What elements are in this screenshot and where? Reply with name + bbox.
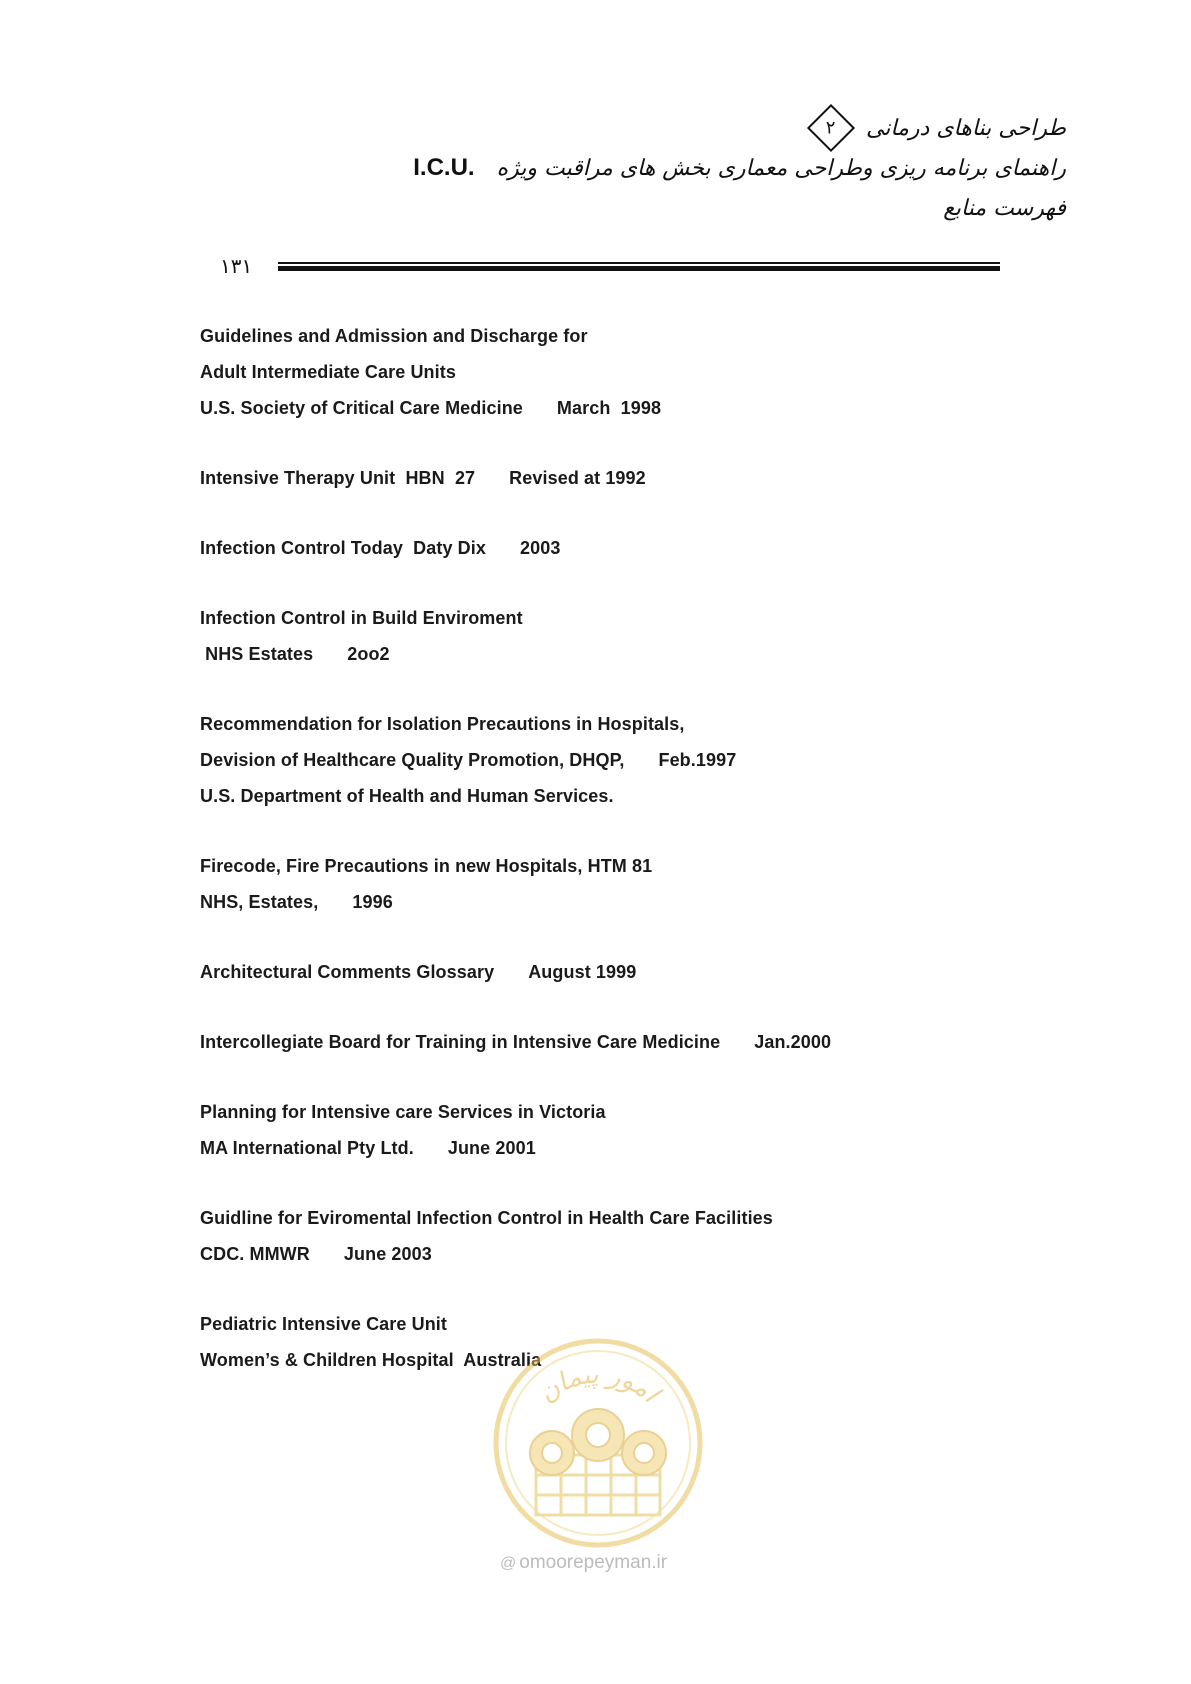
reference-line [200, 1130, 960, 1166]
reference-line [200, 530, 960, 566]
reference-text: Infection Control in Build Enviroment [200, 608, 523, 628]
reference-date: Revised at 1992 [509, 468, 646, 488]
reference-text: U.S. Department of Health and Human Services. [200, 786, 614, 806]
reference-line [200, 636, 960, 672]
reference-text: Infection Control Today Daty Dix [200, 538, 486, 558]
header-rule [278, 262, 1000, 272]
reference-text: NHS Estates [200, 644, 314, 664]
reference-entry [200, 706, 960, 814]
reference-date: Feb.1997 [658, 750, 737, 770]
reference-text: Planning for Intensive care Services in Victoria [200, 1102, 606, 1122]
volume-diamond-icon [807, 104, 855, 152]
reference-text: Architectural Comments Glossary [200, 962, 495, 982]
reference-text: Recommendation for Isolation Precautions in Hospitals, [200, 714, 685, 734]
series-title-text: طراحی بناهای درمانی [865, 115, 1066, 141]
reference-entry [200, 530, 960, 566]
header-section-title [306, 188, 1066, 228]
page-number: ۱۳۱ [220, 254, 253, 278]
book-title-text: راهنمای برنامه ریزی وطراحی معماری بخش های مراقبت ویژه [496, 155, 1066, 181]
reference-line [200, 390, 960, 426]
reference-entry [200, 848, 960, 920]
reference-date: 2oo2 [347, 644, 390, 664]
watermark-caption [500, 1552, 667, 1574]
reference-text: CDC. MMWR [200, 1244, 310, 1264]
watermark-caption-text: omoorepeyman.ir [519, 1552, 668, 1573]
reference-line [200, 778, 960, 814]
reference-entry [200, 1094, 960, 1166]
document-header [306, 108, 1066, 228]
reference-text: MA International Pty Ltd. [200, 1138, 414, 1158]
reference-line [200, 600, 960, 636]
reference-text: Guidelines and Admission and Discharge for [200, 326, 588, 346]
reference-line [200, 884, 960, 920]
volume-number: ۲ [826, 117, 836, 139]
reference-line [200, 742, 960, 778]
reference-line [200, 848, 960, 884]
reference-entry [200, 1024, 960, 1060]
reference-entry [200, 318, 960, 426]
reference-text: Adult Intermediate Care Units [200, 362, 456, 382]
reference-line [200, 1200, 960, 1236]
reference-text: Intercollegiate Board for Training in Intensive Care Medicine [200, 1032, 721, 1052]
watermark-seal-icon [490, 1335, 706, 1551]
reference-line [200, 354, 960, 390]
reference-line [200, 318, 960, 354]
reference-text: Devision of Healthcare Quality Promotion, DHQP, [200, 750, 625, 770]
reference-date: August 1999 [528, 962, 637, 982]
header-series-title [306, 108, 1066, 148]
reference-line [200, 954, 960, 990]
seal-text: امور پیمان [532, 1359, 665, 1409]
reference-text: Intensive Therapy Unit HBN 27 [200, 468, 476, 488]
reference-date: 2003 [519, 538, 561, 558]
reference-text: Firecode, Fire Precautions in new Hospitals, HTM 81 [200, 856, 653, 876]
reference-line [200, 1094, 960, 1130]
reference-text: Pediatric Intensive Care Unit [200, 1314, 447, 1334]
reference-date: June 2003 [343, 1244, 432, 1264]
reference-line [200, 706, 960, 742]
reference-line [200, 1236, 960, 1272]
reference-date: Jan.2000 [754, 1032, 832, 1052]
header-rule-thin [278, 262, 1000, 264]
section-title-text: فهرست منابع [943, 195, 1066, 221]
reference-entry [200, 600, 960, 672]
reference-entry [200, 1200, 960, 1272]
reference-date: June 2001 [447, 1138, 536, 1158]
reference-date: March 1998 [556, 398, 662, 418]
reference-entry [200, 460, 960, 496]
reference-line [200, 1024, 960, 1060]
header-book-title [306, 148, 1066, 188]
icu-badge: I.C.U. [413, 154, 475, 181]
reference-text: NHS, Estates, [200, 892, 319, 912]
reference-entry [200, 954, 960, 990]
reference-text: Guidline for Eviromental Infection Control in Health Care Facilities [200, 1208, 773, 1228]
references-list [200, 318, 960, 1412]
at-sign-icon: @ [500, 1555, 517, 1572]
reference-line [200, 460, 960, 496]
header-rule-thick [278, 266, 1000, 271]
reference-date: 1996 [352, 892, 393, 912]
reference-text: Women’s & Children Hospital Australia [200, 1350, 542, 1370]
reference-text: U.S. Society of Critical Care Medicine [200, 398, 523, 418]
